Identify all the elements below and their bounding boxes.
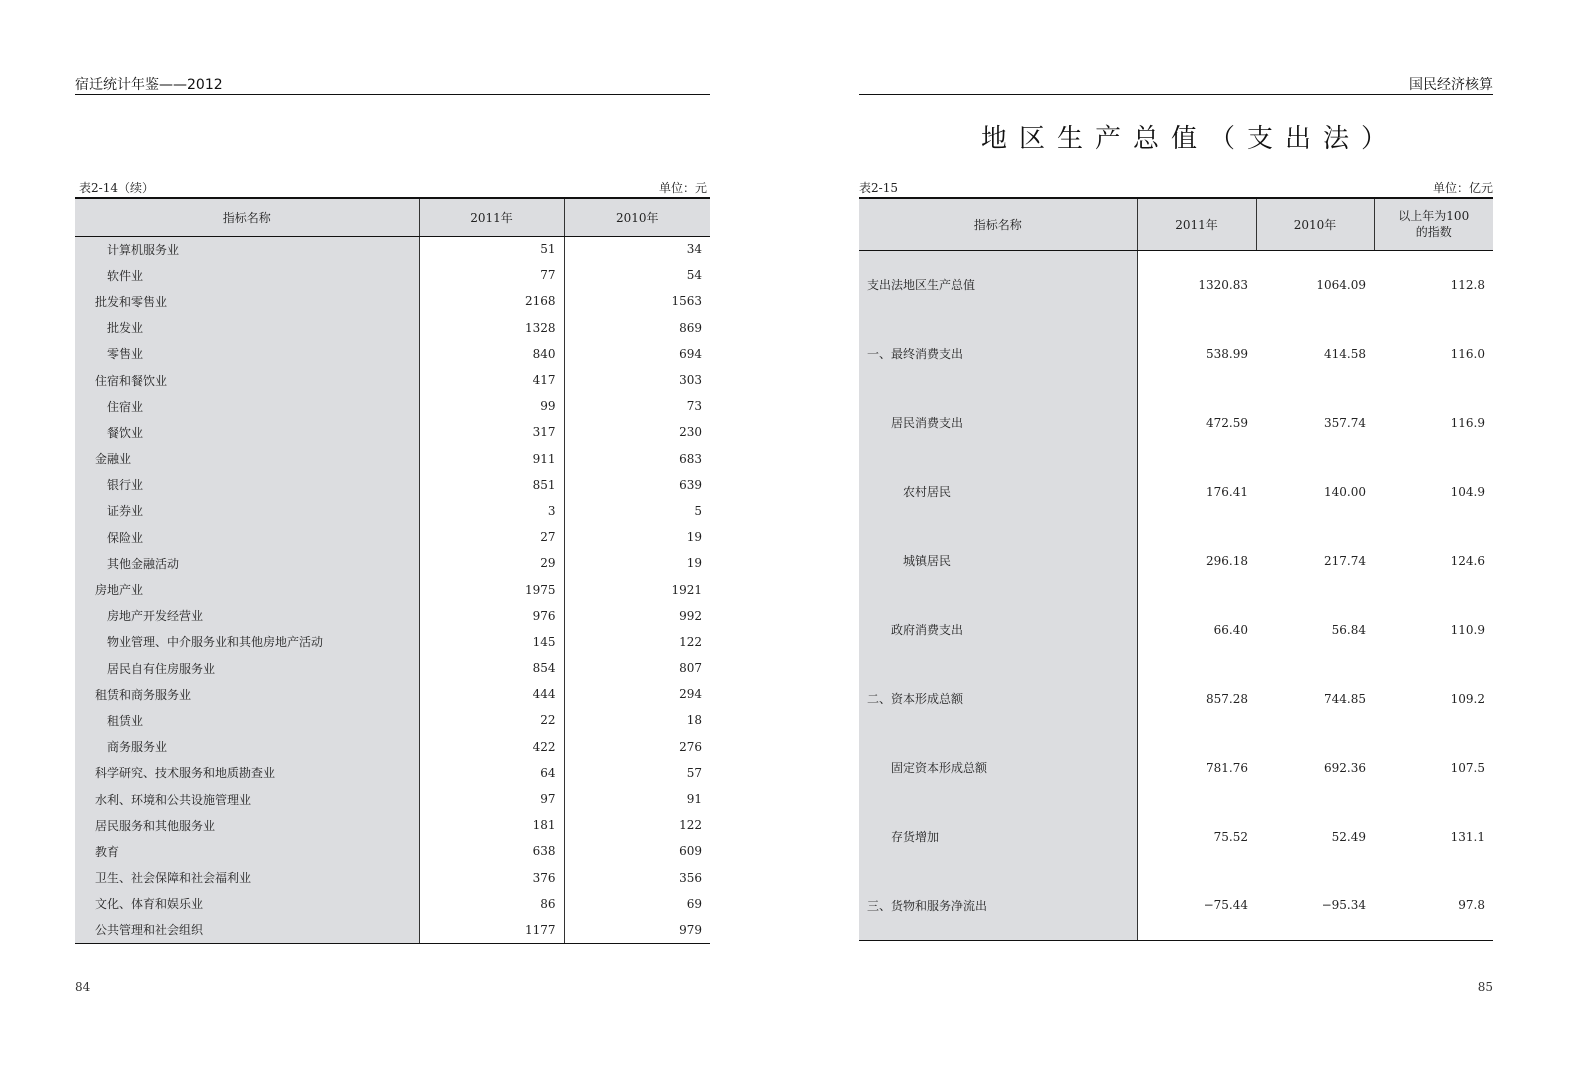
row-label: 固定资本形成总额: [859, 733, 1137, 802]
table-row: [75, 917, 710, 943]
row-label: 一、最终消费支出: [859, 319, 1137, 388]
value-2010: 979: [564, 917, 710, 943]
row-label: 金融业: [75, 446, 419, 472]
value-2010: 694: [679, 346, 702, 361]
value-index: 104.9: [1450, 484, 1485, 499]
table-unit-left: 单位：元: [658, 181, 707, 195]
table-row: [75, 367, 710, 393]
value-2011: 317: [419, 419, 564, 445]
value-2010: 230: [679, 425, 702, 440]
value-2010: 869: [679, 320, 702, 335]
value-2010: 807: [679, 661, 702, 676]
value-2011: 638: [419, 838, 564, 864]
value-2011: 181: [419, 812, 564, 838]
value-index: 112.8: [1450, 277, 1485, 292]
value-2010: 34: [686, 242, 702, 257]
column-header-indicator: 指标名称: [75, 198, 419, 236]
table-2-15: [859, 197, 1493, 941]
table-row: [75, 550, 710, 576]
value-2011: 1320.83: [1198, 277, 1248, 292]
table-row: [75, 760, 710, 786]
value-2010: 639: [679, 477, 702, 492]
left-page: [0, 0, 793, 1077]
value-2011: 77: [419, 262, 564, 288]
value-2011: 296.18: [1206, 553, 1248, 568]
value-2011: 781.76: [1206, 760, 1248, 775]
value-2011: 857.28: [1206, 691, 1248, 706]
row-label: 租赁和商务服务业: [75, 681, 419, 707]
value-2011: 444: [419, 681, 564, 707]
row-label: 文化、体育和娱乐业: [75, 891, 419, 917]
value-index: 109.2: [1450, 691, 1485, 706]
table-row: [859, 526, 1493, 595]
column-header-index: [1374, 198, 1493, 250]
column-header-2011: 2011年: [1137, 198, 1256, 250]
value-2011: 22: [419, 707, 564, 733]
table-row: [859, 595, 1493, 664]
row-label: 农村居民: [859, 457, 1137, 526]
value-2010: 19: [686, 556, 702, 571]
table-row: [75, 315, 710, 341]
column-header-index-line2: 的指数: [1415, 225, 1452, 240]
row-label: 软件业: [75, 262, 419, 288]
table-row: [75, 629, 710, 655]
value-2011: 911: [419, 446, 564, 472]
value-2011: 1328: [419, 315, 564, 341]
value-2011: 376: [419, 865, 564, 891]
table-row: [75, 786, 710, 812]
value-2010: 294: [679, 687, 702, 702]
table-body-left: [75, 236, 710, 943]
row-label: 公共管理和社会组织: [75, 917, 419, 943]
row-label: 住宿和餐饮业: [75, 367, 419, 393]
value-2010: 692.36: [1324, 760, 1366, 775]
row-label: 政府消费支出: [859, 595, 1137, 664]
value-2010: 992: [679, 608, 702, 623]
header-rule-left: [75, 94, 710, 95]
value-2011: 538.99: [1206, 346, 1248, 361]
column-header-index-line1: 以上年为100: [1398, 209, 1470, 224]
row-label: 居民消费支出: [859, 388, 1137, 457]
table-caption-right: 表2-15: [859, 181, 898, 195]
table-row: [75, 524, 710, 550]
row-label: 二、资本形成总额: [859, 664, 1137, 733]
table-row: [75, 655, 710, 681]
table-row: [859, 733, 1493, 802]
table-row: [75, 838, 710, 864]
table-row: [75, 681, 710, 707]
column-header-2010: 2010年: [564, 198, 710, 236]
value-2011: 422: [419, 734, 564, 760]
value-2011: 27: [419, 524, 564, 550]
page-number-left: 84: [75, 980, 91, 994]
row-label: 居民自有住房服务业: [75, 655, 419, 681]
table-row: [75, 393, 710, 419]
value-2011: 97: [419, 786, 564, 812]
table-row: [75, 812, 710, 838]
row-label: 教育: [75, 838, 419, 864]
row-label: 商务服务业: [75, 734, 419, 760]
row-label: 房地产开发经营业: [75, 603, 419, 629]
value-2010: 303: [679, 373, 702, 388]
value-2010: 5: [694, 503, 702, 518]
table-row: [75, 262, 710, 288]
value-index: 110.9: [1450, 622, 1485, 637]
row-label: 计算机服务业: [75, 236, 419, 262]
row-label: 餐饮业: [75, 419, 419, 445]
table-row: [859, 871, 1493, 940]
value-index: 131.1: [1450, 829, 1485, 844]
value-index: 116.0: [1450, 346, 1485, 361]
value-2011: 2168: [419, 288, 564, 314]
row-label: 银行业: [75, 472, 419, 498]
row-label: 物业管理、中介服务业和其他房地产活动: [75, 629, 419, 655]
row-label: 租赁业: [75, 707, 419, 733]
table-row: [75, 891, 710, 917]
value-2010: 357.74: [1324, 415, 1366, 430]
column-header-2010: 2010年: [1256, 198, 1374, 250]
value-2011: 176.41: [1206, 484, 1248, 499]
table-row: [75, 288, 710, 314]
table-row: [75, 341, 710, 367]
table-row: [75, 603, 710, 629]
value-2010: 57: [686, 765, 702, 780]
value-2010: −95.34: [1256, 871, 1374, 940]
value-2011: 3: [419, 498, 564, 524]
value-2010: 276: [679, 739, 702, 754]
value-2011: 1177: [419, 917, 564, 943]
header-rule-right: [859, 94, 1493, 95]
value-2011: 417: [419, 367, 564, 393]
value-2010: 414.58: [1324, 346, 1366, 361]
table-unit-right: 单位：亿元: [1432, 181, 1493, 195]
value-2010: 122: [679, 818, 702, 833]
value-index: 107.5: [1450, 760, 1485, 775]
table-row: [75, 865, 710, 891]
value-2010: 56.84: [1331, 622, 1366, 637]
page-number-right: 85: [1477, 980, 1493, 994]
value-2011: 851: [419, 472, 564, 498]
row-label: 批发和零售业: [75, 288, 419, 314]
row-label: 城镇居民: [859, 526, 1137, 595]
table-row: [859, 319, 1493, 388]
row-label: 居民服务和其他服务业: [75, 812, 419, 838]
table-row: [859, 457, 1493, 526]
right-page: [793, 0, 1587, 1077]
value-2010: 73: [686, 399, 702, 414]
value-2011: −75.44: [1137, 871, 1256, 940]
table-row: [859, 664, 1493, 733]
table-caption-left: 表2-14（续）: [79, 181, 154, 195]
value-2011: 976: [419, 603, 564, 629]
value-index: 116.9: [1450, 415, 1485, 430]
running-head-right: 国民经济核算: [1409, 77, 1493, 93]
value-2011: 75.52: [1213, 829, 1248, 844]
table-row: [75, 498, 710, 524]
value-2010: 69: [686, 896, 702, 911]
column-header-indicator: 指标名称: [859, 198, 1137, 250]
value-2010: 54: [686, 268, 702, 283]
row-label: 卫生、社会保障和社会福利业: [75, 865, 419, 891]
row-label: 存货增加: [859, 802, 1137, 871]
row-label: 水利、环境和公共设施管理业: [75, 786, 419, 812]
table-row: [75, 446, 710, 472]
table-2-14: [75, 197, 710, 944]
value-2010: 91: [686, 792, 702, 807]
value-2010: 217.74: [1324, 553, 1366, 568]
value-2011: 64: [419, 760, 564, 786]
table-row: [75, 576, 710, 602]
value-2010: 683: [679, 451, 702, 466]
value-2011: 86: [419, 891, 564, 917]
row-label: 住宿业: [75, 393, 419, 419]
table-row: [859, 388, 1493, 457]
value-2010: 1921: [671, 582, 702, 597]
table-row: [75, 236, 710, 262]
column-header-2011: 2011年: [419, 198, 564, 236]
running-head-left: 宿迁统计年鉴——2012: [75, 77, 223, 93]
row-label: 保险业: [75, 524, 419, 550]
table-row: [75, 419, 710, 445]
table-body-right: [859, 250, 1493, 940]
row-label: 批发业: [75, 315, 419, 341]
value-index: 124.6: [1450, 553, 1485, 568]
table-row: [75, 472, 710, 498]
value-2011: 29: [419, 550, 564, 576]
value-2011: 854: [419, 655, 564, 681]
row-label: 科学研究、技术服务和地质勘查业: [75, 760, 419, 786]
value-2010: 52.49: [1331, 829, 1366, 844]
value-2011: 145: [419, 629, 564, 655]
value-2011: 840: [419, 341, 564, 367]
value-2010: 18: [686, 713, 702, 728]
value-2011: 51: [419, 236, 564, 262]
value-2010: 744.85: [1324, 691, 1366, 706]
row-label: 三、货物和服务净流出: [859, 871, 1137, 940]
table-row: [75, 707, 710, 733]
value-2010: 1563: [671, 294, 702, 309]
value-index: 97.8: [1374, 871, 1493, 940]
table-row: [75, 734, 710, 760]
value-2011: 472.59: [1206, 415, 1248, 430]
row-label: 证券业: [75, 498, 419, 524]
value-2010: 356: [679, 870, 702, 885]
value-2010: 609: [679, 844, 702, 859]
row-label: 零售业: [75, 341, 419, 367]
row-label: 其他金融活动: [75, 550, 419, 576]
value-2010: 1064.09: [1316, 277, 1366, 292]
value-2011: 1975: [419, 576, 564, 602]
value-2010: 122: [679, 634, 702, 649]
row-label: 支出法地区生产总值: [859, 250, 1137, 319]
table-row: [859, 250, 1493, 319]
value-2011: 99: [419, 393, 564, 419]
table-row: [859, 802, 1493, 871]
page-title: 地区生产总值（支出法）: [980, 124, 1399, 154]
value-2010: 140.00: [1324, 484, 1366, 499]
value-2011: 66.40: [1213, 622, 1248, 637]
row-label: 房地产业: [75, 576, 419, 602]
value-2010: 19: [686, 530, 702, 545]
